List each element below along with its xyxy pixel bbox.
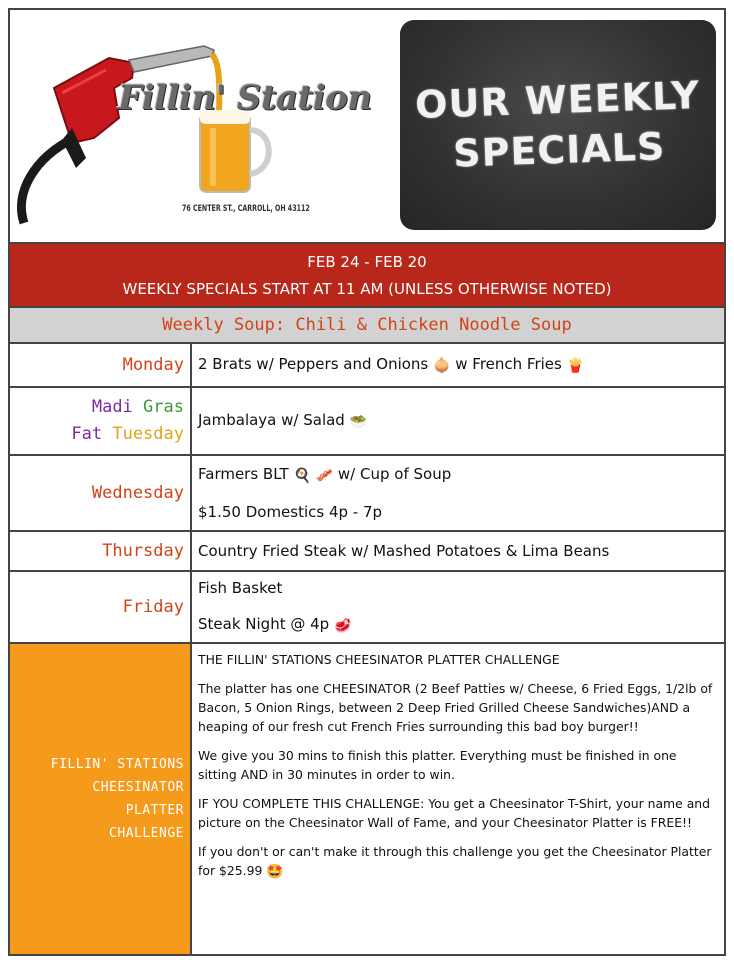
egg-pan-icon: 🍳	[293, 468, 311, 484]
challenge-label-line4: CHALLENGE	[109, 826, 184, 841]
label-fat: Fat	[71, 424, 103, 444]
challenge-label-line1: FILLIN' STATIONS	[50, 757, 184, 772]
french-fries-icon: 🍟	[566, 358, 585, 374]
weekly-soup: Weekly Soup: Chili & Chicken Noodle Soup	[10, 306, 724, 344]
fillin-station-logo	[14, 18, 374, 228]
label-tuesday: Tuesday	[112, 424, 184, 444]
label-madi: Madi	[91, 397, 133, 417]
day-label-wednesday: Wednesday	[10, 456, 192, 530]
header	[10, 10, 724, 242]
wednesday-special-b: w/ Cup of Soup	[337, 465, 452, 483]
monday-special-a: 2 Brats w/ Peppers and Onions	[198, 355, 429, 373]
onion-icon: 🧅	[433, 358, 451, 374]
row-monday	[10, 344, 724, 388]
start-time-note: WEEKLY SPECIALS START AT 11 AM (UNLESS OTHERWISE NOTED)	[122, 280, 612, 298]
bacon-icon: 🥓	[315, 468, 334, 484]
gas-pump-nozzle-icon	[14, 18, 374, 228]
row-tuesday	[10, 388, 724, 456]
chalkboard-line1: OUR WEEKLY	[414, 73, 701, 127]
wednesday-drink-special: $1.50 Domestics 4p - 7p	[198, 503, 383, 521]
tuesday-special: Jambalaya w/ Salad	[198, 411, 345, 429]
day-label-tuesday	[10, 388, 192, 454]
wednesday-special-a: Farmers BLT	[198, 465, 289, 483]
star-struck-icon: 🤩	[266, 864, 284, 880]
cheesinator-challenge	[10, 644, 724, 954]
challenge-title: THE FILLIN' STATIONS CHEESINATOR PLATTER CHALLENGE	[198, 652, 560, 667]
date-banner	[10, 242, 724, 306]
chalkboard-line2: SPECIALS	[452, 124, 666, 176]
day-label-monday: Monday	[10, 344, 192, 386]
challenge-details	[198, 650, 716, 950]
row-thursday	[10, 532, 724, 572]
challenge-prize: IF YOU COMPLETE THIS CHALLENGE: You get a Cheesinator T-Shirt, your name and picture on the Cheesinator Wall of Fame, and your Cheesinator Platter is FREE!!	[198, 796, 711, 830]
challenge-time-rule: We give you 30 mins to finish this platter. Everything must be finished in one sitting AND in 30 minutes in order to win.	[198, 748, 677, 782]
thursday-special: Country Fried Steak w/ Mashed Potatoes & Lima Beans	[198, 542, 610, 560]
chalkboard-sign	[400, 20, 716, 230]
salad-icon: 🥗	[349, 414, 368, 430]
day-label-thursday: Thursday	[10, 532, 192, 570]
challenge-description: The platter has one CHEESINATOR (2 Beef Patties w/ Cheese, 6 Fried Eggs, 1/2lb of Bacon, 5 Onion Rings, between 2 Deep Fried Grilled Cheese Sandwiches)AND a heaping of our fresh cut French Fries surrounding this bad boy burger!!	[198, 681, 713, 734]
monday-special-b: w French Fries	[455, 355, 562, 373]
steak-icon: 🥩	[333, 618, 352, 634]
row-friday	[10, 572, 724, 644]
challenge-label-line2: CHEESINATOR	[92, 780, 184, 795]
address: 76 CENTER ST., CARROLL, OH 43112	[182, 204, 310, 214]
challenge-label	[10, 644, 192, 954]
friday-special: Fish Basket	[198, 579, 283, 597]
challenge-label-line3: PLATTER	[125, 803, 184, 818]
specials-flyer	[8, 8, 726, 956]
label-gras: Gras	[143, 397, 184, 417]
date-range: FEB 24 - FEB 20	[307, 253, 427, 271]
day-label-friday: Friday	[10, 572, 192, 642]
row-wednesday	[10, 456, 724, 532]
friday-steak-night: Steak Night @ 4p	[198, 615, 330, 633]
challenge-price: If you don't or can't make it through this challenge you get the Cheesinator Platter for $25.99	[198, 844, 712, 878]
logo-name: Fillin' Station	[118, 78, 372, 118]
